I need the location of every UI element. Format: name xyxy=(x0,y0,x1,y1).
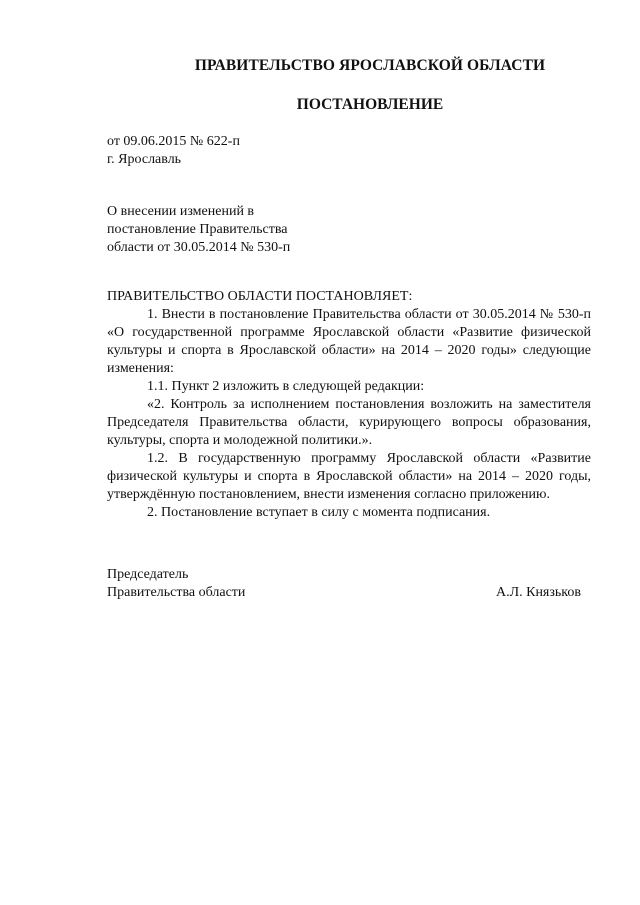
document-type: ПОСТАНОВЛЕНИЕ xyxy=(296,96,444,113)
city: г. Ярославль xyxy=(107,152,182,167)
paragraph-1: 1. Внести в постановление Правительства области от 30.05.2014 № 530-п «О государственной программе Ярославской области «Развитие физической культуры и спорта в Ярославской области» на 2014 – 2020 годы» следующие изменения: xyxy=(107,307,591,376)
document-subject xyxy=(107,203,290,257)
paragraph-1-1-quote: «2. Контроль за исполнением постановления возложить на заместителя Председателя Правительства области, курирующего вопросы образования, культуры, спорта и молодежной политики.». xyxy=(107,397,591,448)
signatory-name: А.Л. Князьков xyxy=(496,585,581,600)
date-number: от 09.06.2015 № 622-п xyxy=(107,134,240,149)
subject-line-3: области от 30.05.2014 № 530-п xyxy=(107,240,291,255)
paragraph-2: 2. Постановление вступает в силу с момента подписания. xyxy=(147,505,491,520)
government-title: ПРАВИТЕЛЬСТВО ЯРОСЛАВСКОЙ ОБЛАСТИ xyxy=(194,57,546,74)
resolution-intro: ПРАВИТЕЛЬСТВО ОБЛАСТИ ПОСТАНОВЛЯЕТ: xyxy=(107,289,413,304)
subject-line-2: постановление Правительства xyxy=(107,222,288,237)
document-meta xyxy=(107,133,240,169)
paragraph-1-1: 1.1. Пункт 2 изложить в следующей редакции: xyxy=(147,379,425,394)
signatory-position xyxy=(107,566,245,602)
signatory-position-line-2: Правительства области xyxy=(107,585,246,600)
signatory-position-line-1: Председатель xyxy=(107,567,189,582)
paragraph-1-2: 1.2. В государственную программу Ярославской области «Развитие физической культуры и спорта в Ярославской области» на 2014 – 2020 годы, утверждённую постановлением, внести изменения согласно приложению. xyxy=(107,451,591,502)
subject-line-1: О внесении изменений в xyxy=(107,204,255,219)
document-body xyxy=(107,288,591,522)
